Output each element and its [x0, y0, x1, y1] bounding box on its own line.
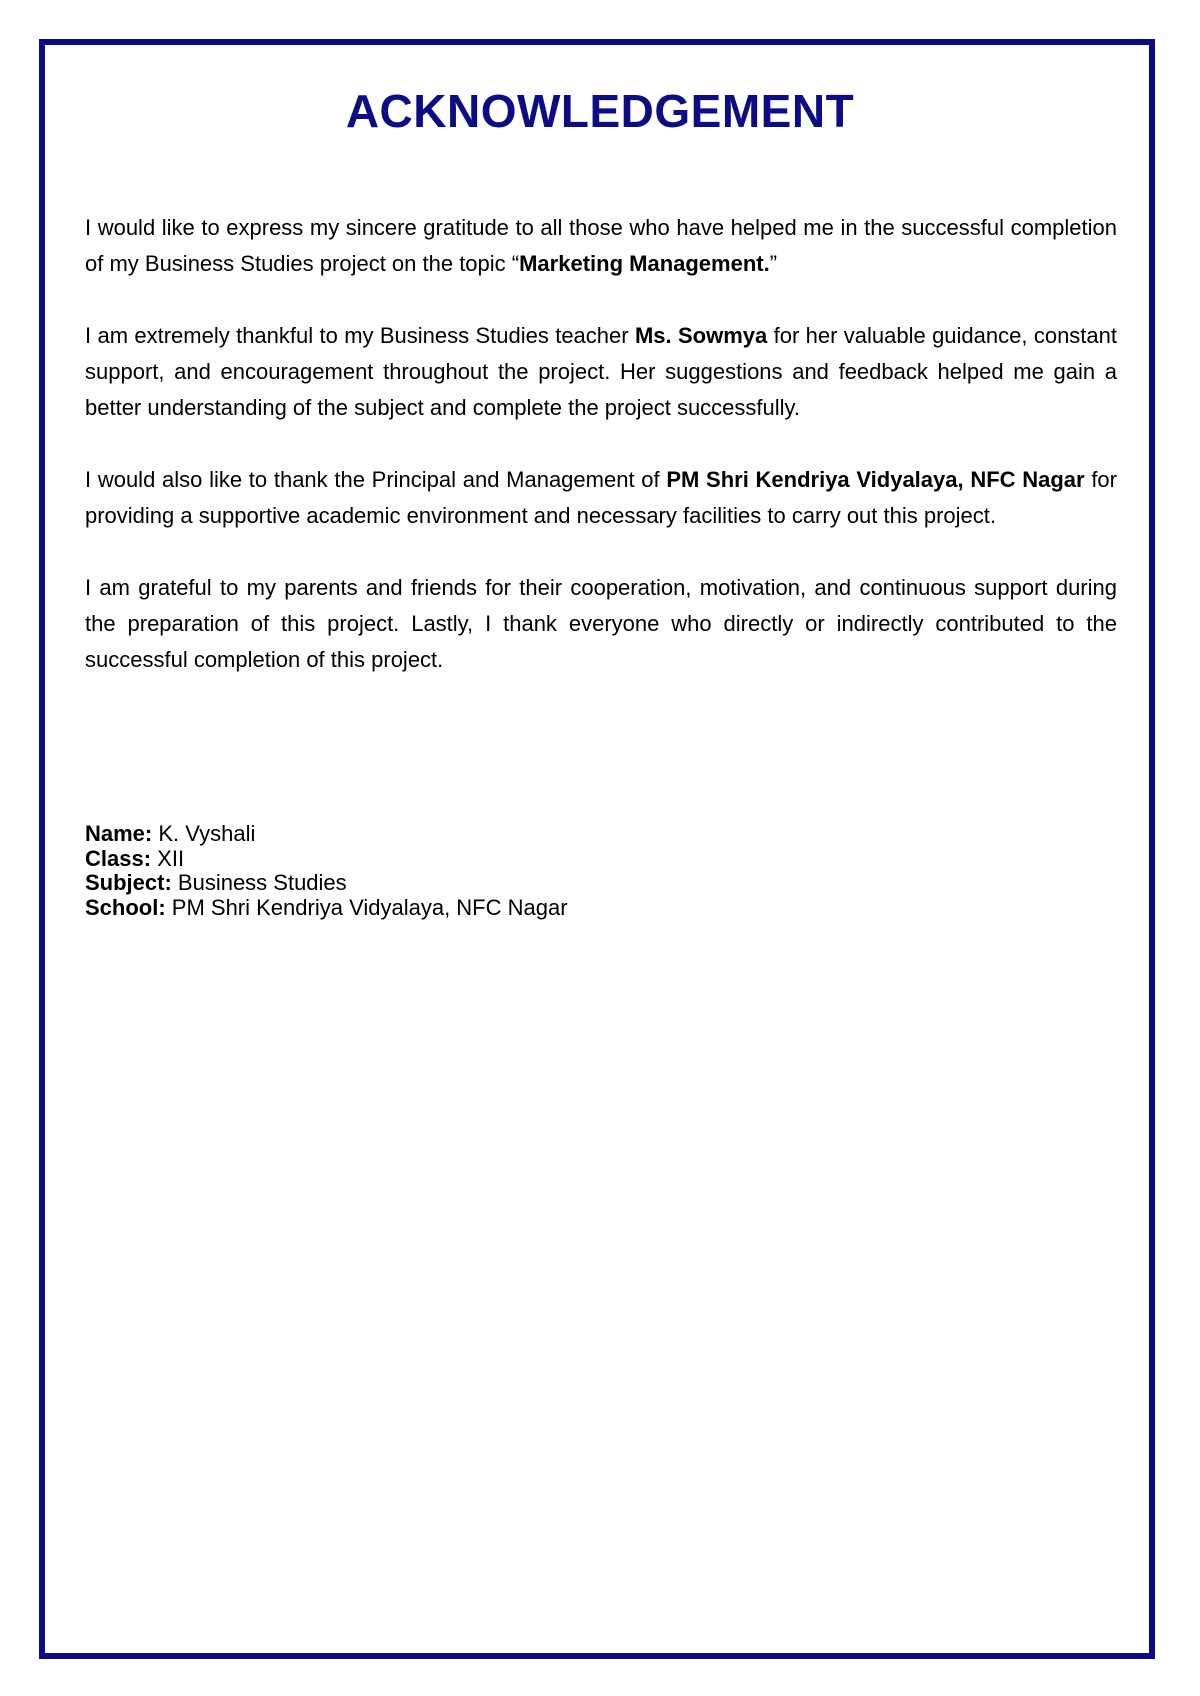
paragraph-school — [85, 462, 1117, 534]
detail-value: PM Shri Kendriya Vidyalaya, NFC Nagar — [165, 894, 568, 920]
paragraph-text: I am grateful to my parents and friends for their cooperation, motivation, and continuous support during the preparation of this project. Lastly, I thank everyone who directly or indirectly contributed to the successful completion of this project. — [85, 575, 1117, 672]
paragraph-text: I am extremely thankful to my Business Studies teacher — [85, 323, 635, 348]
acknowledgement-body — [85, 210, 1117, 714]
detail-school — [85, 896, 568, 921]
paragraph-gratitude — [85, 210, 1117, 282]
paragraph-family — [85, 570, 1117, 678]
detail-value: Business Studies — [171, 870, 347, 895]
project-topic: Marketing Management. — [519, 251, 770, 276]
detail-label: Name: — [85, 821, 153, 846]
page-title: ACKNOWLEDGEMENT — [345, 85, 855, 137]
detail-value: K. Vyshali — [152, 821, 256, 846]
detail-label: School: — [85, 894, 166, 920]
detail-subject — [85, 871, 568, 896]
school-name: PM Shri Kendriya Vidyalaya, NFC Nagar — [666, 467, 1085, 492]
paragraph-text: I would also like to thank the Principal and Management of — [85, 467, 667, 492]
closing-quote: ” — [769, 251, 778, 276]
detail-class — [85, 847, 568, 872]
paragraph-text: for her valuable guidance, constant support, and encouragement throughout the project. Her suggestions and feedback helped me gain a better understanding of the subject and complete the project successfully. — [85, 323, 1118, 420]
paragraph-text: for providing a supportive academic environment and necessary facilities to carry out this project. — [85, 467, 1117, 528]
detail-label: Class: — [85, 845, 152, 871]
detail-name — [85, 822, 568, 847]
paragraph-teacher — [85, 318, 1117, 426]
paragraph-text: I would like to express my sincere gratitude to all those who have helped me in the successful completion of my Business Studies project on the topic “ — [85, 215, 1117, 276]
detail-label: Subject: — [85, 870, 172, 895]
teacher-name: Ms. Sowmya — [634, 323, 768, 348]
detail-value: XII — [151, 845, 185, 871]
student-details — [85, 822, 568, 920]
